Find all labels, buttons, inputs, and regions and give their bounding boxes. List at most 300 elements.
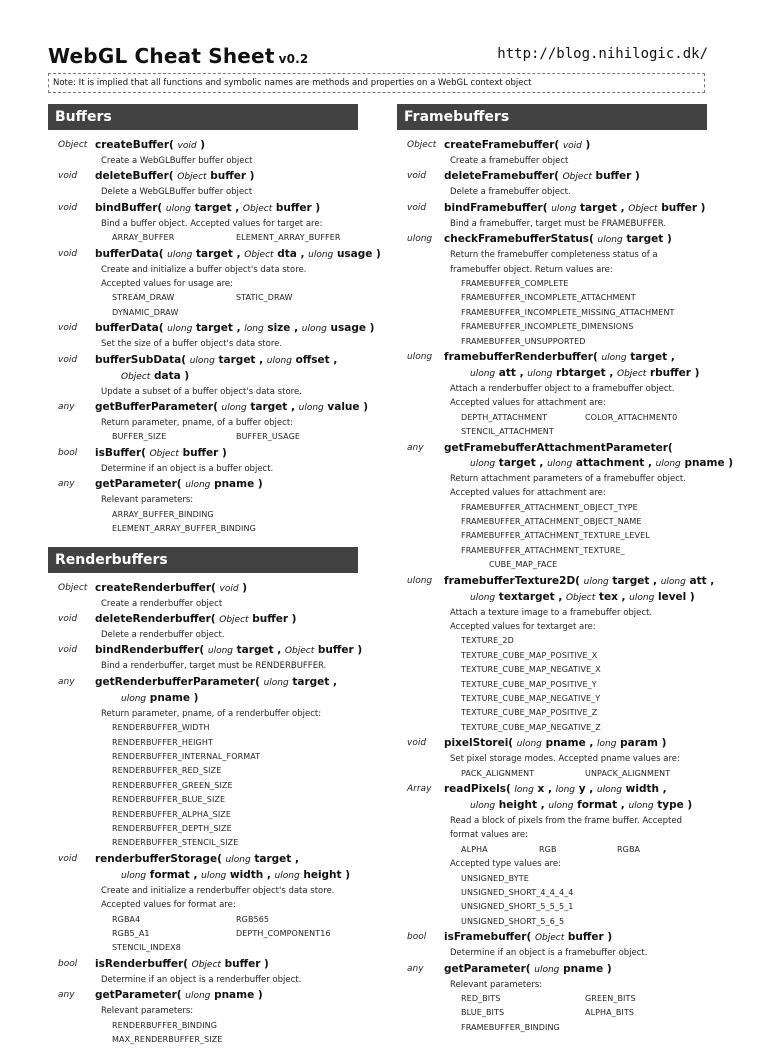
- signature-token: ): [376, 247, 381, 260]
- param-name: pname: [545, 737, 586, 750]
- return-type: ulong: [407, 575, 433, 586]
- signature-line: [444, 963, 612, 975]
- value-row: [444, 767, 707, 781]
- value-item: BUFFER_SIZE: [112, 432, 167, 442]
- param-name: pname: [214, 989, 255, 1002]
- signature-token: ,: [193, 868, 198, 881]
- value-row: [444, 306, 707, 320]
- value-item: BLUE_BITS: [461, 1008, 505, 1018]
- return-type: Object: [407, 140, 437, 150]
- site-url: http://blog.nihilogic.dk/: [497, 46, 708, 62]
- value-item: ELEMENT_ARRAY_BUFFER: [236, 233, 341, 243]
- signature-line: [95, 322, 374, 334]
- function-description: Read a block of pixels from the frame buffer. Accepted: [450, 816, 682, 826]
- function-getbufferparameter: [48, 400, 369, 445]
- value-item: STENCIL_INDEX8: [112, 943, 181, 953]
- param-type: Object: [284, 646, 315, 657]
- function-signature: [444, 169, 707, 185]
- value-row: [95, 927, 358, 941]
- param-name: target: [218, 353, 256, 366]
- value-item: TEXTURE_CUBE_MAP_POSITIVE_Z: [461, 708, 598, 718]
- param-type: ulong: [516, 739, 542, 750]
- param-type: void: [562, 141, 582, 151]
- function-description: Relevant parameters:: [101, 1006, 194, 1017]
- signature-token: bindRenderbuffer(: [95, 644, 205, 657]
- param-type: void: [177, 141, 197, 151]
- param-type: ulong: [596, 785, 622, 795]
- param-type: ulong: [548, 801, 574, 811]
- signature-line: [444, 442, 673, 454]
- return-type: void: [407, 202, 427, 213]
- function-description: Set pixel storage modes. Accepted pname values are:: [450, 754, 680, 765]
- section-header: Framebuffers: [397, 104, 707, 130]
- signature-line: [444, 233, 672, 245]
- value-item: RENDERBUFFER_WIDTH: [112, 723, 210, 733]
- function-signature: [95, 247, 381, 263]
- param-type: ulong: [629, 592, 655, 603]
- value-row: [444, 663, 707, 677]
- signature-token: ,: [519, 367, 524, 380]
- function-isframebuffer: [397, 930, 707, 960]
- return-type: Object: [58, 582, 88, 593]
- function-description: Accepted type values are:: [450, 859, 561, 870]
- param-name: pname: [684, 456, 725, 469]
- param-name: usage: [330, 322, 366, 335]
- signature-line: [444, 931, 612, 943]
- function-description: Create and initialize a renderbuffer object's data store.: [101, 885, 335, 896]
- param-type: ulong: [201, 870, 227, 881]
- signature-token: bindFramebuffer(: [444, 201, 548, 214]
- return-type: Array: [407, 784, 432, 794]
- param-name: target: [250, 401, 288, 414]
- value-row: [95, 793, 358, 807]
- param-name: target: [612, 574, 650, 587]
- value-item: STENCIL_ATTACHMENT: [461, 427, 554, 437]
- param-type: Object: [616, 369, 647, 380]
- param-type: Object: [565, 592, 596, 603]
- param-type: ulong: [225, 854, 251, 865]
- function-bindframebuffer: [397, 201, 707, 231]
- value-item: TEXTURE_CUBE_MAP_POSITIVE_X: [461, 650, 598, 660]
- param-name: pname: [563, 962, 604, 975]
- return-type: void: [58, 853, 78, 864]
- param-type: ulong: [308, 249, 334, 260]
- param-type: ulong: [660, 576, 686, 587]
- function-description: Create a renderbuffer object: [101, 598, 223, 609]
- signature-token: pixelStorei(: [444, 737, 514, 750]
- signature-token: ): [607, 931, 613, 944]
- return-type: any: [58, 479, 75, 490]
- function-description: format values are:: [450, 830, 529, 841]
- signature-token: ,: [620, 799, 625, 811]
- value-item: ARRAY_BUFFER_BINDING: [112, 509, 214, 519]
- param-type: Object: [149, 448, 179, 459]
- value-row: [95, 913, 358, 927]
- signature-line: [444, 575, 714, 587]
- param-type: long: [597, 739, 617, 750]
- function-getrenderbufferparameter: [48, 675, 358, 851]
- function-signature: [95, 675, 358, 707]
- return-type: Object: [58, 140, 88, 150]
- signature-token: ,: [547, 783, 552, 795]
- value-row: [95, 808, 358, 822]
- value-item: TEXTURE_2D: [461, 636, 514, 646]
- value-item: RGB5_A1: [112, 929, 150, 938]
- return-type: any: [407, 963, 424, 974]
- value-item: RENDERBUFFER_DEPTH_SIZE: [112, 823, 232, 833]
- function-description: Accepted values for attachment are:: [450, 398, 606, 409]
- function-signature: [95, 988, 358, 1004]
- value-row: [444, 634, 707, 648]
- return-type: void: [58, 248, 78, 259]
- value-item: FRAMEBUFFER_COMPLETE: [461, 279, 569, 289]
- signature-token: ): [687, 799, 693, 811]
- value-item: COLOR_ATTACHMENT0: [585, 412, 678, 422]
- function-description: Delete a framebuffer object.: [450, 187, 571, 198]
- signature-token: ,: [236, 247, 241, 260]
- signature-token: ,: [266, 868, 271, 881]
- signature-token: bufferSubData(: [95, 353, 187, 366]
- return-type: bool: [58, 447, 78, 458]
- signature-line: [444, 590, 707, 606]
- version-label: v0.2: [278, 52, 309, 66]
- param-type: ulong: [189, 355, 215, 366]
- section-renderbuffers: [48, 547, 363, 1048]
- function-description: Set the size of a buffer object's data store.: [101, 339, 283, 350]
- signature-line: [95, 478, 263, 490]
- value-row: [95, 291, 358, 305]
- return-type: void: [58, 171, 78, 182]
- signature-token: createBuffer(: [95, 139, 174, 151]
- value-row: [444, 649, 707, 663]
- value-row: [444, 425, 707, 439]
- function-signature: [444, 962, 707, 978]
- signature-line: [95, 853, 299, 865]
- param-name: offset: [295, 353, 330, 366]
- signature-token: deleteFramebuffer(: [444, 170, 559, 183]
- function-signature: [444, 736, 707, 752]
- return-type: bool: [407, 932, 427, 943]
- param-name: tex: [598, 590, 618, 603]
- signature-token: ): [363, 401, 369, 414]
- param-name: height: [498, 799, 538, 811]
- signature-token: ): [661, 737, 667, 750]
- param-name: buffer: [567, 931, 604, 944]
- signature-token: ,: [670, 351, 675, 364]
- param-name: buffer: [275, 201, 312, 214]
- signature-line: [444, 798, 707, 814]
- function-signature: [95, 169, 358, 185]
- signature-token: ): [257, 478, 263, 491]
- value-row: [95, 750, 358, 764]
- signature-token: getParameter(: [444, 962, 531, 975]
- function-bindrenderbuffer: [48, 643, 363, 673]
- value-item: TEXTURE_CUBE_MAP_NEGATIVE_X: [461, 665, 601, 675]
- value-item: FRAMEBUFFER_ATTACHMENT_TEXTURE_: [461, 545, 625, 555]
- return-type: any: [58, 990, 75, 1001]
- function-isbuffer: [48, 446, 358, 476]
- param-name: target: [626, 233, 664, 246]
- function-description: Bind a buffer object. Accepted values for target are:: [101, 218, 323, 229]
- function-signature: [95, 957, 358, 973]
- param-name: format: [577, 799, 618, 811]
- param-type: ulong: [527, 369, 553, 380]
- return-type: void: [58, 613, 78, 624]
- return-type: void: [58, 354, 78, 365]
- signature-token: ,: [540, 799, 545, 811]
- value-item: FRAMEBUFFER_BINDING: [461, 1022, 560, 1032]
- param-type: void: [219, 583, 239, 594]
- function-description: Accepted values for textarget are:: [450, 621, 596, 632]
- signature-token: bufferData(: [95, 322, 164, 335]
- value-item: ALPHA_BITS: [585, 1008, 635, 1018]
- signature-token: createFramebuffer(: [444, 139, 560, 151]
- value-row: [444, 678, 707, 692]
- value-item: UNSIGNED_SHORT_5_6_5: [461, 916, 565, 926]
- function-description: Create a WebGLBuffer buffer object: [101, 156, 253, 166]
- function-signature: [95, 612, 358, 628]
- param-type: ulong: [207, 646, 233, 657]
- signature-line: [95, 447, 227, 459]
- signature-line: [95, 401, 368, 413]
- function-createframebuffer: [397, 138, 707, 168]
- param-name: buffer: [224, 957, 261, 970]
- function-description: Bind a framebuffer, target must be FRAMEBUFFER.: [450, 218, 667, 229]
- param-name: value: [327, 401, 360, 414]
- return-type: ulong: [407, 352, 433, 363]
- function-description: Return parameter, pname, of a buffer object:: [101, 418, 294, 429]
- function-description: framebuffer object. Return values are:: [450, 264, 613, 275]
- return-type: void: [58, 323, 78, 334]
- value-item: UNSIGNED_BYTE: [461, 873, 529, 883]
- signature-line: [444, 139, 590, 151]
- function-description: Determine if an object is a framebuffer object.: [450, 948, 648, 959]
- value-row: [95, 941, 358, 955]
- section-framebuffers: [397, 104, 734, 1035]
- value-row: [444, 544, 707, 558]
- return-type: ulong: [407, 234, 433, 245]
- param-type: long: [244, 324, 264, 335]
- signature-token: ): [264, 957, 269, 970]
- function-deleteframebuffer: [397, 169, 707, 199]
- signature-line: [444, 351, 675, 363]
- value-row: [444, 706, 707, 720]
- function-framebuffertexture2d: [397, 574, 715, 736]
- param-type: ulong: [298, 403, 324, 414]
- signature-token: ): [257, 989, 263, 1002]
- signature-token: ,: [259, 353, 264, 366]
- left-column: [48, 104, 381, 1048]
- param-name: att: [689, 574, 707, 587]
- param-name: pname: [149, 691, 190, 704]
- signature-line: [444, 783, 667, 795]
- function-signature: [95, 446, 358, 462]
- value-row: [95, 779, 358, 793]
- value-item: DYNAMIC_DRAW: [112, 307, 179, 317]
- signature-token: ,: [277, 644, 282, 657]
- value-item: RGBA: [617, 844, 641, 854]
- value-item: TEXTURE_CUBE_MAP_POSITIVE_Y: [461, 679, 597, 689]
- function-description: Return parameter, pname, of a renderbuffer object:: [101, 708, 322, 719]
- value-item: UNPACK_ALIGNMENT: [585, 768, 671, 778]
- value-row: [444, 692, 707, 706]
- value-item: RED_BITS: [461, 994, 501, 1004]
- signature-token: getRenderbufferParameter(: [95, 675, 260, 688]
- value-row: [444, 515, 707, 529]
- value-item: FRAMEBUFFER_UNSUPPORTED: [461, 336, 586, 346]
- signature-line: [444, 456, 734, 472]
- param-name: target: [498, 456, 536, 469]
- function-deleterenderbuffer: [48, 612, 358, 642]
- param-type: Object: [121, 371, 151, 382]
- value-item: RENDERBUFFER_RED_SIZE: [112, 766, 222, 776]
- function-description: Determine if an object is a buffer object.: [101, 463, 274, 474]
- function-framebufferrenderbuffer: [397, 350, 707, 440]
- value-item: TEXTURE_CUBE_MAP_NEGATIVE_Z: [461, 722, 601, 732]
- function-description: Accepted values for format are:: [101, 900, 236, 911]
- param-name: width: [625, 783, 659, 795]
- value-item: MAX_RENDERBUFFER_SIZE: [112, 1035, 223, 1045]
- signature-token: ): [606, 962, 612, 975]
- param-name: target: [579, 201, 617, 214]
- signature-token: ): [200, 139, 206, 151]
- param-type: ulong: [121, 693, 147, 704]
- param-name: usage: [336, 247, 373, 260]
- value-item: GREEN_BITS: [585, 994, 636, 1004]
- value-row: [95, 522, 358, 536]
- signature-line: [95, 691, 358, 707]
- param-name: rbuffer: [649, 367, 691, 380]
- function-description: Update a subset of a buffer object's data store.: [101, 386, 302, 397]
- function-getframebufferattachmentparameter: [397, 441, 734, 573]
- value-item: STATIC_DRAW: [236, 293, 293, 303]
- value-item: RENDERBUFFER_ALPHA_SIZE: [112, 809, 232, 819]
- function-bufferdata: [48, 321, 375, 351]
- function-signature: [95, 400, 369, 416]
- value-item: RENDERBUFFER_BLUE_SIZE: [112, 795, 226, 805]
- param-name: att: [498, 367, 516, 380]
- value-item: FRAMEBUFFER_INCOMPLETE_DIMENSIONS: [461, 322, 634, 332]
- param-name: attachment: [575, 456, 645, 469]
- param-type: ulong: [597, 235, 623, 246]
- value-item: DEPTH_ATTACHMENT: [461, 412, 548, 422]
- return-type: bool: [58, 958, 78, 969]
- param-type: ulong: [185, 480, 211, 491]
- signature-line: [444, 737, 666, 749]
- param-type: Object: [534, 933, 565, 944]
- signature-token: ,: [235, 201, 240, 214]
- signature-token: ,: [294, 852, 299, 865]
- param-name: target: [630, 351, 668, 364]
- signature-token: getFramebufferAttachmentParameter(: [444, 441, 673, 454]
- return-type: void: [58, 202, 78, 213]
- value-item: RENDERBUFFER_INTERNAL_FORMAT: [112, 751, 261, 761]
- value-row: [444, 1021, 707, 1035]
- function-signature: [444, 441, 734, 472]
- function-bindbuffer: [48, 201, 358, 246]
- value-row: [95, 1033, 358, 1047]
- signature-line: [95, 989, 263, 1001]
- value-item: RENDERBUFFER_HEIGHT: [112, 737, 213, 747]
- value-row: [444, 1006, 707, 1020]
- function-description: Bind a renderbuffer, target must be RENDERBUFFER.: [101, 661, 327, 672]
- signature-token: ,: [620, 201, 625, 214]
- signature-token: ): [694, 367, 700, 380]
- signature-line: [95, 613, 296, 625]
- param-type: ulong: [628, 801, 654, 811]
- signature-token: ): [369, 322, 375, 335]
- param-type: Object: [244, 249, 274, 260]
- function-buffersubdata: [48, 353, 358, 399]
- value-row: [444, 291, 707, 305]
- value-item: FRAMEBUFFER_ATTACHMENT_TEXTURE_LEVEL: [461, 531, 650, 541]
- param-type: Object: [177, 172, 207, 183]
- value-item: UNSIGNED_SHORT_5_5_5_1: [461, 902, 574, 912]
- signature-token: ): [635, 170, 640, 183]
- param-name: param: [620, 737, 658, 750]
- value-item: RGBA4: [112, 914, 141, 924]
- signature-token: checkFramebufferStatus(: [444, 233, 594, 246]
- param-name: data: [153, 369, 181, 382]
- value-item: ALPHA: [461, 844, 488, 854]
- function-signature: [95, 353, 358, 385]
- param-type: ulong: [185, 991, 211, 1002]
- value-item: FRAMEBUFFER_INCOMPLETE_MISSING_ATTACHMENT: [461, 307, 675, 317]
- function-signature: [95, 201, 358, 217]
- signature-token: ): [728, 456, 734, 469]
- signature-line: [95, 139, 205, 151]
- value-row: [95, 721, 358, 735]
- param-name: height: [303, 868, 342, 881]
- value-item: RENDERBUFFER_STENCIL_SIZE: [112, 838, 239, 848]
- signature-token: ,: [300, 247, 305, 260]
- return-type: any: [58, 402, 75, 413]
- param-name: buffer: [182, 446, 219, 459]
- value-item: BUFFER_USAGE: [236, 432, 301, 442]
- function-description: Attach a texture image to a framebuffer object.: [450, 607, 653, 618]
- function-description: Create and initialize a buffer object's data store.: [101, 264, 307, 275]
- signature-token: ): [315, 201, 321, 214]
- value-row: [95, 1019, 358, 1033]
- signature-token: ,: [589, 783, 594, 795]
- value-row: [444, 277, 707, 291]
- param-type: Object: [628, 203, 658, 214]
- right-column: [397, 104, 734, 1036]
- signature-token: getParameter(: [95, 478, 182, 491]
- function-description: Determine if an object is a renderbuffer object.: [101, 974, 302, 985]
- param-name: target: [195, 247, 233, 260]
- function-signature: [95, 643, 363, 659]
- param-type: long: [555, 785, 576, 795]
- value-row: [444, 558, 707, 572]
- signature-token: ,: [236, 322, 241, 335]
- param-name: buffer: [595, 170, 632, 183]
- function-description: Accepted values for usage are:: [101, 279, 233, 290]
- param-type: ulong: [165, 203, 191, 214]
- param-type: long: [514, 785, 534, 795]
- signature-token: ): [345, 868, 351, 881]
- function-description: Delete a WebGLBuffer buffer object: [101, 187, 253, 198]
- signature-token: ): [222, 446, 227, 459]
- signature-token: ): [242, 581, 248, 594]
- value-row: [444, 886, 707, 900]
- param-type: ulong: [551, 203, 577, 214]
- param-type: Object: [219, 614, 249, 625]
- signature-token: createRenderbuffer(: [95, 581, 216, 594]
- function-getparameter: [397, 962, 707, 1036]
- signature-token: ,: [621, 590, 626, 603]
- param-type: ulong: [470, 801, 496, 811]
